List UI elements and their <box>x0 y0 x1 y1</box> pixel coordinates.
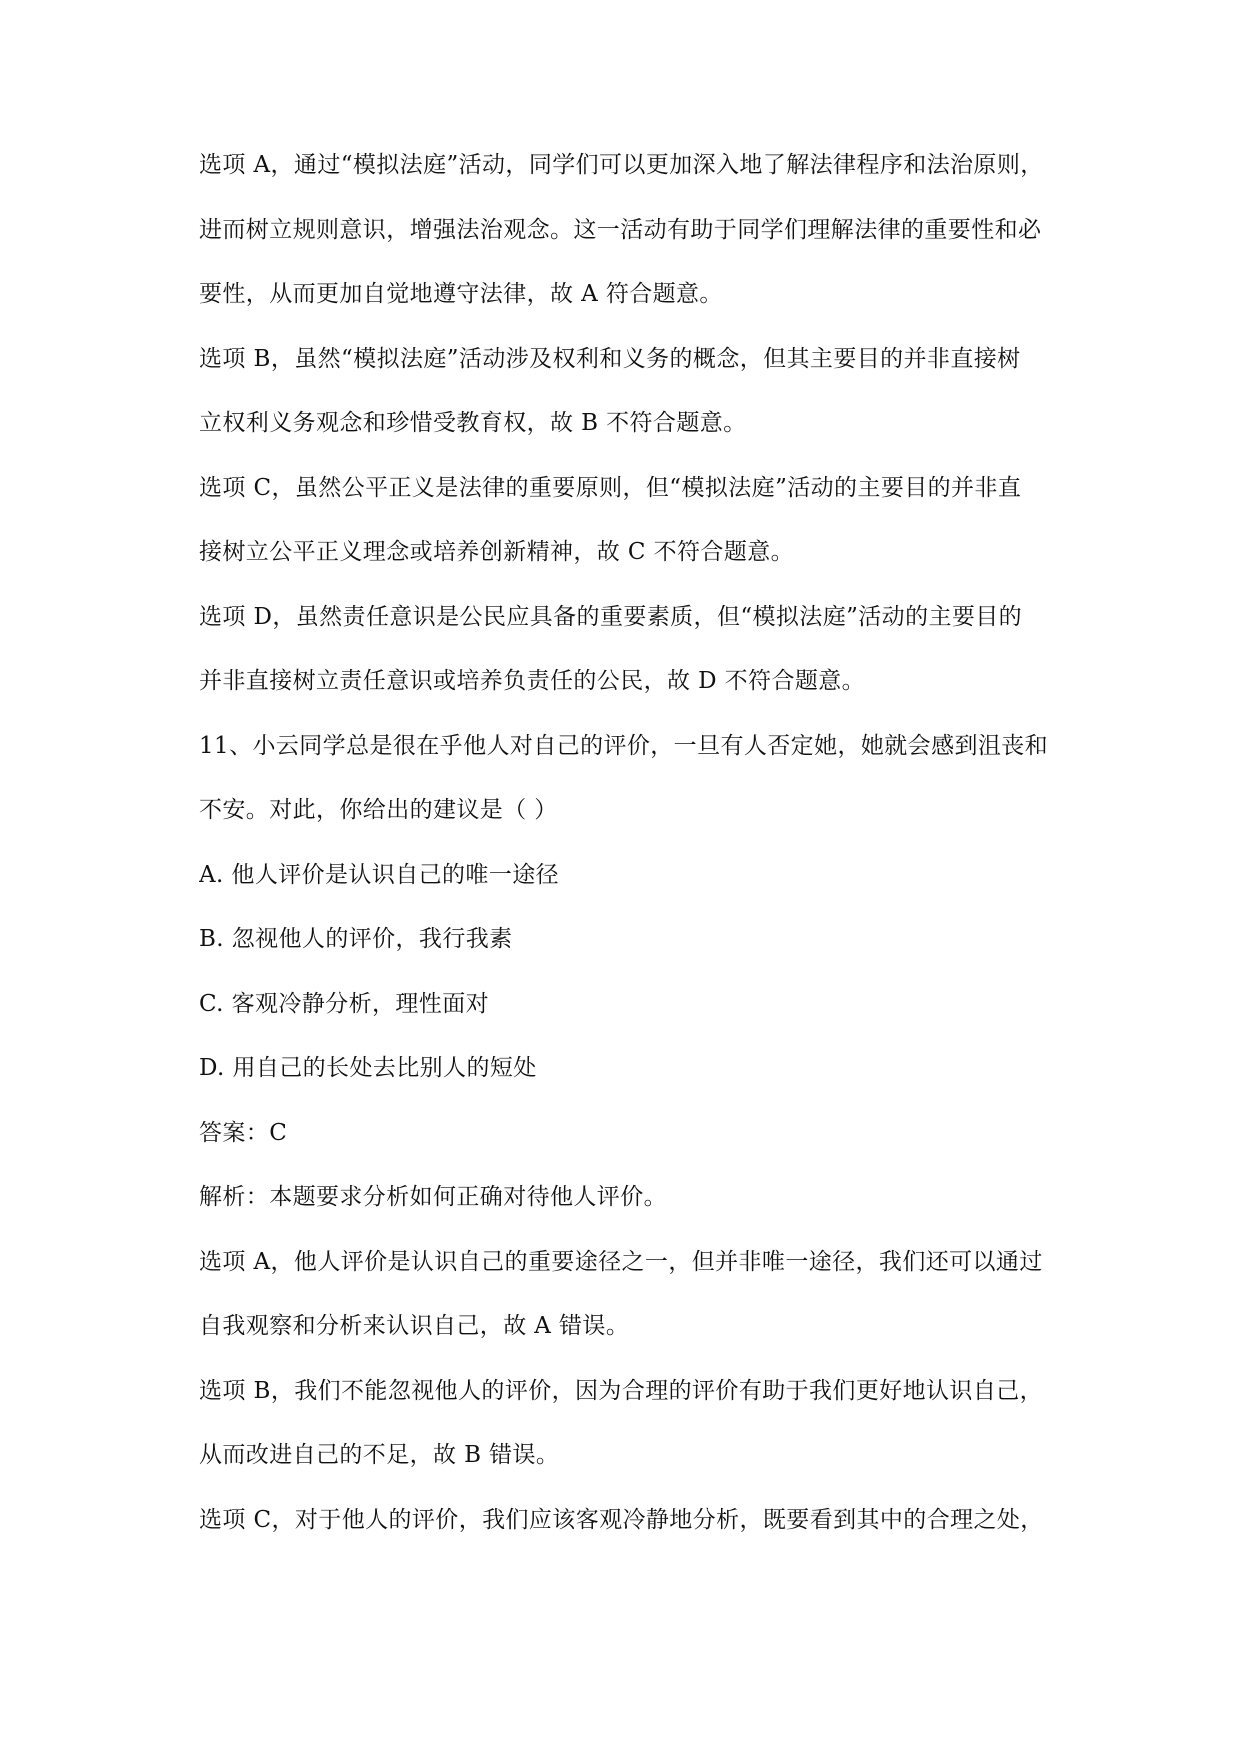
question-line: 不安。对此，你给出的建议是（ ） <box>199 797 558 823</box>
text-line: 从而改进自己的不足，故 B 错误。 <box>199 1442 560 1468</box>
option-d: D. 用自己的长处去比别人的短处 <box>199 1055 537 1081</box>
text-line: 选项 C，虽然公平正义是法律的重要原则，但“模拟法庭”活动的主要目的并非直 <box>199 474 1022 501</box>
option-b: B. 忽视他人的评价，我行我素 <box>199 926 513 952</box>
text-line: 选项 A，通过“模拟法庭”活动，同学们可以更加深入地了解法律程序和法治原则， <box>199 152 1044 178</box>
text-line: 选项 B，虽然“模拟法庭”活动涉及权利和义务的概念，但其主要目的并非直接树 <box>199 345 1021 372</box>
analysis-line: 解析：本题要求分析如何正确对待他人评价。 <box>199 1184 667 1210</box>
text-line: 并非直接树立责任意识或培养负责任的公民，故 D 不符合题意。 <box>199 668 866 694</box>
text-line: 进而树立规则意识，增强法治观念。这一活动有助于同学们理解法律的重要性和必 <box>199 216 1042 243</box>
question-line: 11、小云同学总是很在乎他人对自己的评价，一旦有人否定她，她就会感到沮丧和 <box>199 732 1049 759</box>
option-c: C. 客观冷静分析，理性面对 <box>199 990 490 1017</box>
text-line: 选项 B，我们不能忽视他人的评价，因为合理的评价有助于我们更好地认识自己， <box>199 1377 1044 1404</box>
answer-line: 答案：C <box>199 1119 288 1146</box>
text-line: 自我观察和分析来认识自己，故 A 错误。 <box>199 1313 630 1339</box>
text-line: 选项 C，对于他人的评价，我们应该客观冷静地分析，既要看到其中的合理之处， <box>199 1506 1044 1533</box>
text-line: 要性，从而更加自觉地遵守法律，故 A 符合题意。 <box>199 281 723 307</box>
text-line: 选项 D，虽然责任意识是公民应具备的重要素质，但“模拟法庭”活动的主要目的 <box>199 603 1023 630</box>
option-a: A. 他人评价是认识自己的唯一途径 <box>199 861 560 888</box>
document-body <box>199 144 1099 1563</box>
text-line: 选项 A，他人评价是认识自己的重要途径之一，但并非唯一途径，我们还可以通过 <box>199 1248 1043 1275</box>
text-line: 接树立公平正义理念或培养创新精神，故 C 不符合题意。 <box>199 539 795 565</box>
text-line: 立权利义务观念和珍惜受教育权，故 B 不符合题意。 <box>199 410 747 436</box>
